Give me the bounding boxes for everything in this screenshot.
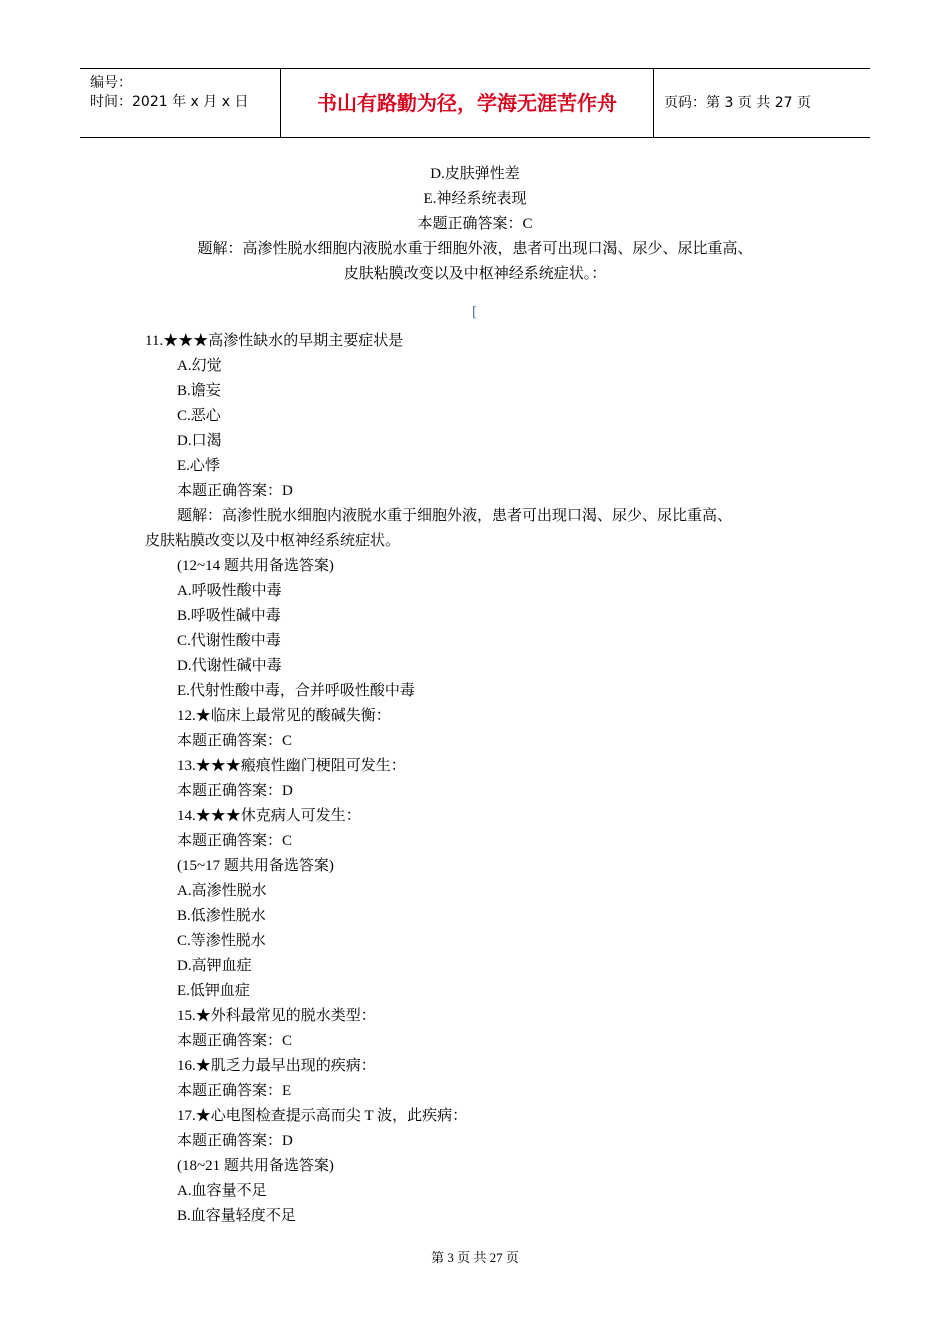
- explanation-line-1: 题解：高渗性脱水细胞内液脱水重于细胞外液，患者可出现口渴、尿少、尿比重高、: [197, 241, 753, 257]
- option-line: B.血容量轻度不足: [177, 1208, 296, 1224]
- answer-line: 本题正确答案：C: [177, 1033, 293, 1049]
- date-label: 时间：2021 年 x 月 x 日: [90, 94, 249, 110]
- answer-line: 本题正确答案：C: [177, 833, 293, 849]
- header-meta-cell: [80, 69, 281, 137]
- option-line: E.代射性酸中毒，合并呼吸性酸中毒: [177, 683, 415, 699]
- option-line: B.谵妄: [177, 383, 221, 399]
- header-page-info: 页码：第 3 页 共 27 页: [664, 95, 811, 111]
- explanation-line-2: 皮肤粘膜改变以及中枢神经系统症状。：: [343, 266, 607, 282]
- option-line: D.代谢性碱中毒: [177, 658, 282, 674]
- option-line: E.低钾血症: [177, 983, 250, 999]
- answer-line: 本题正确答案：C: [177, 733, 293, 749]
- option-line: E.心悸: [177, 458, 220, 474]
- option-line: D.口渴: [177, 433, 222, 449]
- question-17: 17.★心电图检查提示高而尖 T 波，此疾病：: [177, 1108, 468, 1124]
- option-e-line: E.神经系统表现: [423, 191, 527, 207]
- option-d-line: D.皮肤弹性差: [430, 166, 520, 182]
- number-label: 编号：: [90, 75, 132, 91]
- bracket-mark: [: [472, 304, 477, 320]
- page-header: [80, 68, 870, 138]
- option-line: B.低渗性脱水: [177, 908, 266, 924]
- question-13: 13.★★★瘢痕性幽门梗阻可发生：: [177, 758, 406, 774]
- question-14: 14.★★★休克病人可发生：: [177, 808, 361, 824]
- option-line: A.高渗性脱水: [177, 883, 267, 899]
- question-16: 16.★肌乏力最早出现的疾病：: [177, 1058, 376, 1074]
- option-line: A.幻觉: [177, 358, 222, 374]
- explanation-line: 题解：高渗性脱水细胞内液脱水重于细胞外液，患者可出现口渴、尿少、尿比重高、: [177, 508, 733, 524]
- answer-line: 本题正确答案：C: [417, 216, 533, 232]
- explanation-line: 皮肤粘膜改变以及中枢神经系统症状。: [145, 533, 401, 549]
- option-line: C.代谢性酸中毒: [177, 633, 281, 649]
- question-15: 15.★外科最常见的脱水类型：: [177, 1008, 376, 1024]
- option-line: C.恶心: [177, 408, 221, 424]
- answer-line: 本题正确答案：E: [177, 1083, 292, 1099]
- group-heading: (18~21 题共用备选答案): [177, 1158, 334, 1174]
- option-line: A.呼吸性酸中毒: [177, 583, 282, 599]
- question-12: 12.★临床上最常见的酸碱失衡：: [177, 708, 391, 724]
- page-footer: 第 3 页 共 27 页: [431, 1250, 519, 1265]
- option-line: A.血容量不足: [177, 1183, 267, 1199]
- option-line: B.呼吸性碱中毒: [177, 608, 281, 624]
- answer-line: 本题正确答案：D: [177, 1133, 293, 1149]
- question-11: 11.★★★高渗性缺水的早期主要症状是: [145, 333, 404, 349]
- group-heading: (15~17 题共用备选答案): [177, 858, 334, 874]
- option-line: D.高钾血症: [177, 958, 252, 974]
- option-line: C.等渗性脱水: [177, 933, 266, 949]
- answer-line: 本题正确答案：D: [177, 483, 293, 499]
- answer-line: 本题正确答案：D: [177, 783, 293, 799]
- header-motto: 书山有路勤为径，学海无涯苦作舟: [281, 69, 654, 137]
- group-heading: (12~14 题共用备选答案): [177, 558, 334, 574]
